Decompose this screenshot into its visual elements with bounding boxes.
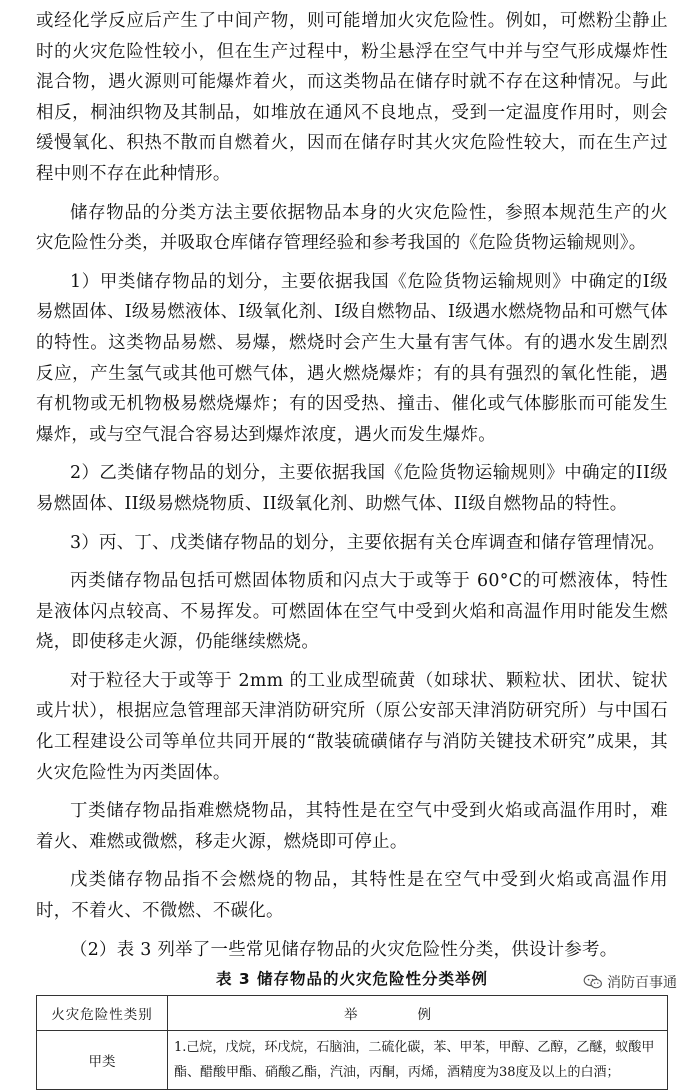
document-content	[36, 6, 668, 1090]
paragraph-continuation: 或经化学反应后产生了中间产物，则可能增加火灾危险性。例如，可燃粉尘静止时的火灾危险性较小，但在生产过程中，粉尘悬浮在空气中并与空气形成爆炸性混合物，遇火源则可能爆炸着火，而这类物品在储存时就不存在这种情况。与此相反，桐油织物及其制品，如堆放在通风不良地点，受到一定温度作用时，则会缓慢氧化、积热不散而自燃着火，因而在储存时其火灾危险性较大，而在生产过程中则不存在此种情形。	[36, 11, 668, 184]
paragraph-classification-method: 储存物品的分类方法主要依据物品本身的火灾危险性，参照本规范生产的火灾危险性分类，并吸取仓库储存管理经验和参考我国的《危险货物运输规则》。	[36, 202, 668, 254]
table-header-category: 火灾危险性类别	[37, 996, 168, 1031]
classification-table	[36, 995, 668, 1090]
paragraph-class-yi: 2）乙类储存物品的划分，主要依据我国《危险货物运输规则》中确定的II级易燃固体、II级易燃烧物质、II级氧化剂、助燃气体、II级自燃物品的特性。	[36, 463, 668, 514]
paragraph-class-bing-ding-wu: 3）丙、丁、戊类储存物品的划分，主要依据有关仓库调查和储存管理情况。	[70, 532, 666, 553]
paragraph-table-reference: （2）表 3 列举了一些常见储存物品的火灾危险性分类，供设计参考。	[70, 939, 618, 960]
watermark	[579, 970, 681, 994]
watermark-text: 消防百事通	[607, 975, 677, 991]
paragraph-class-wu: 戊类储存物品指不会燃烧的物品，其特性是在空气中受到火焰或高温作用时，不着火、不微燃、不碳化。	[36, 870, 668, 922]
table-cell-category: 甲类	[37, 1031, 168, 1090]
paragraph-class-jia: 1）甲类储存物品的划分，主要依据我国《危险货物运输规则》中确定的I级易燃固体、I级易燃液体、I级氧化剂、I级自燃物品、I级遇水燃烧物品和可燃气体的特性。这类物品易燃、易爆，燃烧时会产生大量有害气体。有的遇水发生剧烈反应，产生氢气或其他可燃气体，遇火燃烧爆炸；有的具有强烈的氧化性能，遇有机物或无机物极易燃烧爆炸；有的因受热、撞击、催化或气体膨胀而可能发生爆炸，或与空气混合容易达到爆炸浓度，遇火而发生爆炸。	[36, 271, 668, 445]
table-header-row	[37, 996, 668, 1031]
table-title: 表 3 储存物品的火灾危险性分类举例	[215, 970, 489, 989]
paragraph-class-ding: 丁类储存物品指难燃烧物品，其特性是在空气中受到火焰或高温作用时，难着火、难燃或微燃，移走火源，燃烧即可停止。	[36, 801, 668, 852]
paragraph-class-bing: 丙类储存物品包括可燃固体物质和闪点大于或等于 60°C的可燃液体，特性是液体闪点较高、不易挥发。可燃固体在空气中受到火焰和高温作用时能发生燃烧，即使移走火源，仍能继续燃烧。	[36, 571, 668, 653]
table-row	[37, 1031, 668, 1090]
wechat-icon	[583, 974, 603, 990]
table-cell-examples: 1.己烷，戊烷，环戊烷，石脑油，二硫化碳，苯、甲苯，甲醇、乙醇，乙醚，蚁酸甲酯、醋酸甲酯、硝酸乙酯，汽油，丙酮，丙烯，酒精度为38度及以上的白酒；	[168, 1031, 668, 1090]
paragraph-sulfur: 对于粒径大于或等于 2mm 的工业成型硫黄（如球状、颗粒状、团状、锭状或片状），根据应急管理部天津消防研究所（原公安部天津消防研究所）与中国石化工程建设公司等单位共同开展的“散装硫磺储存与消防关键技术研究”成果，其火灾危险性为丙类固体。	[36, 670, 668, 783]
table-header-examples: 举例	[168, 996, 668, 1031]
